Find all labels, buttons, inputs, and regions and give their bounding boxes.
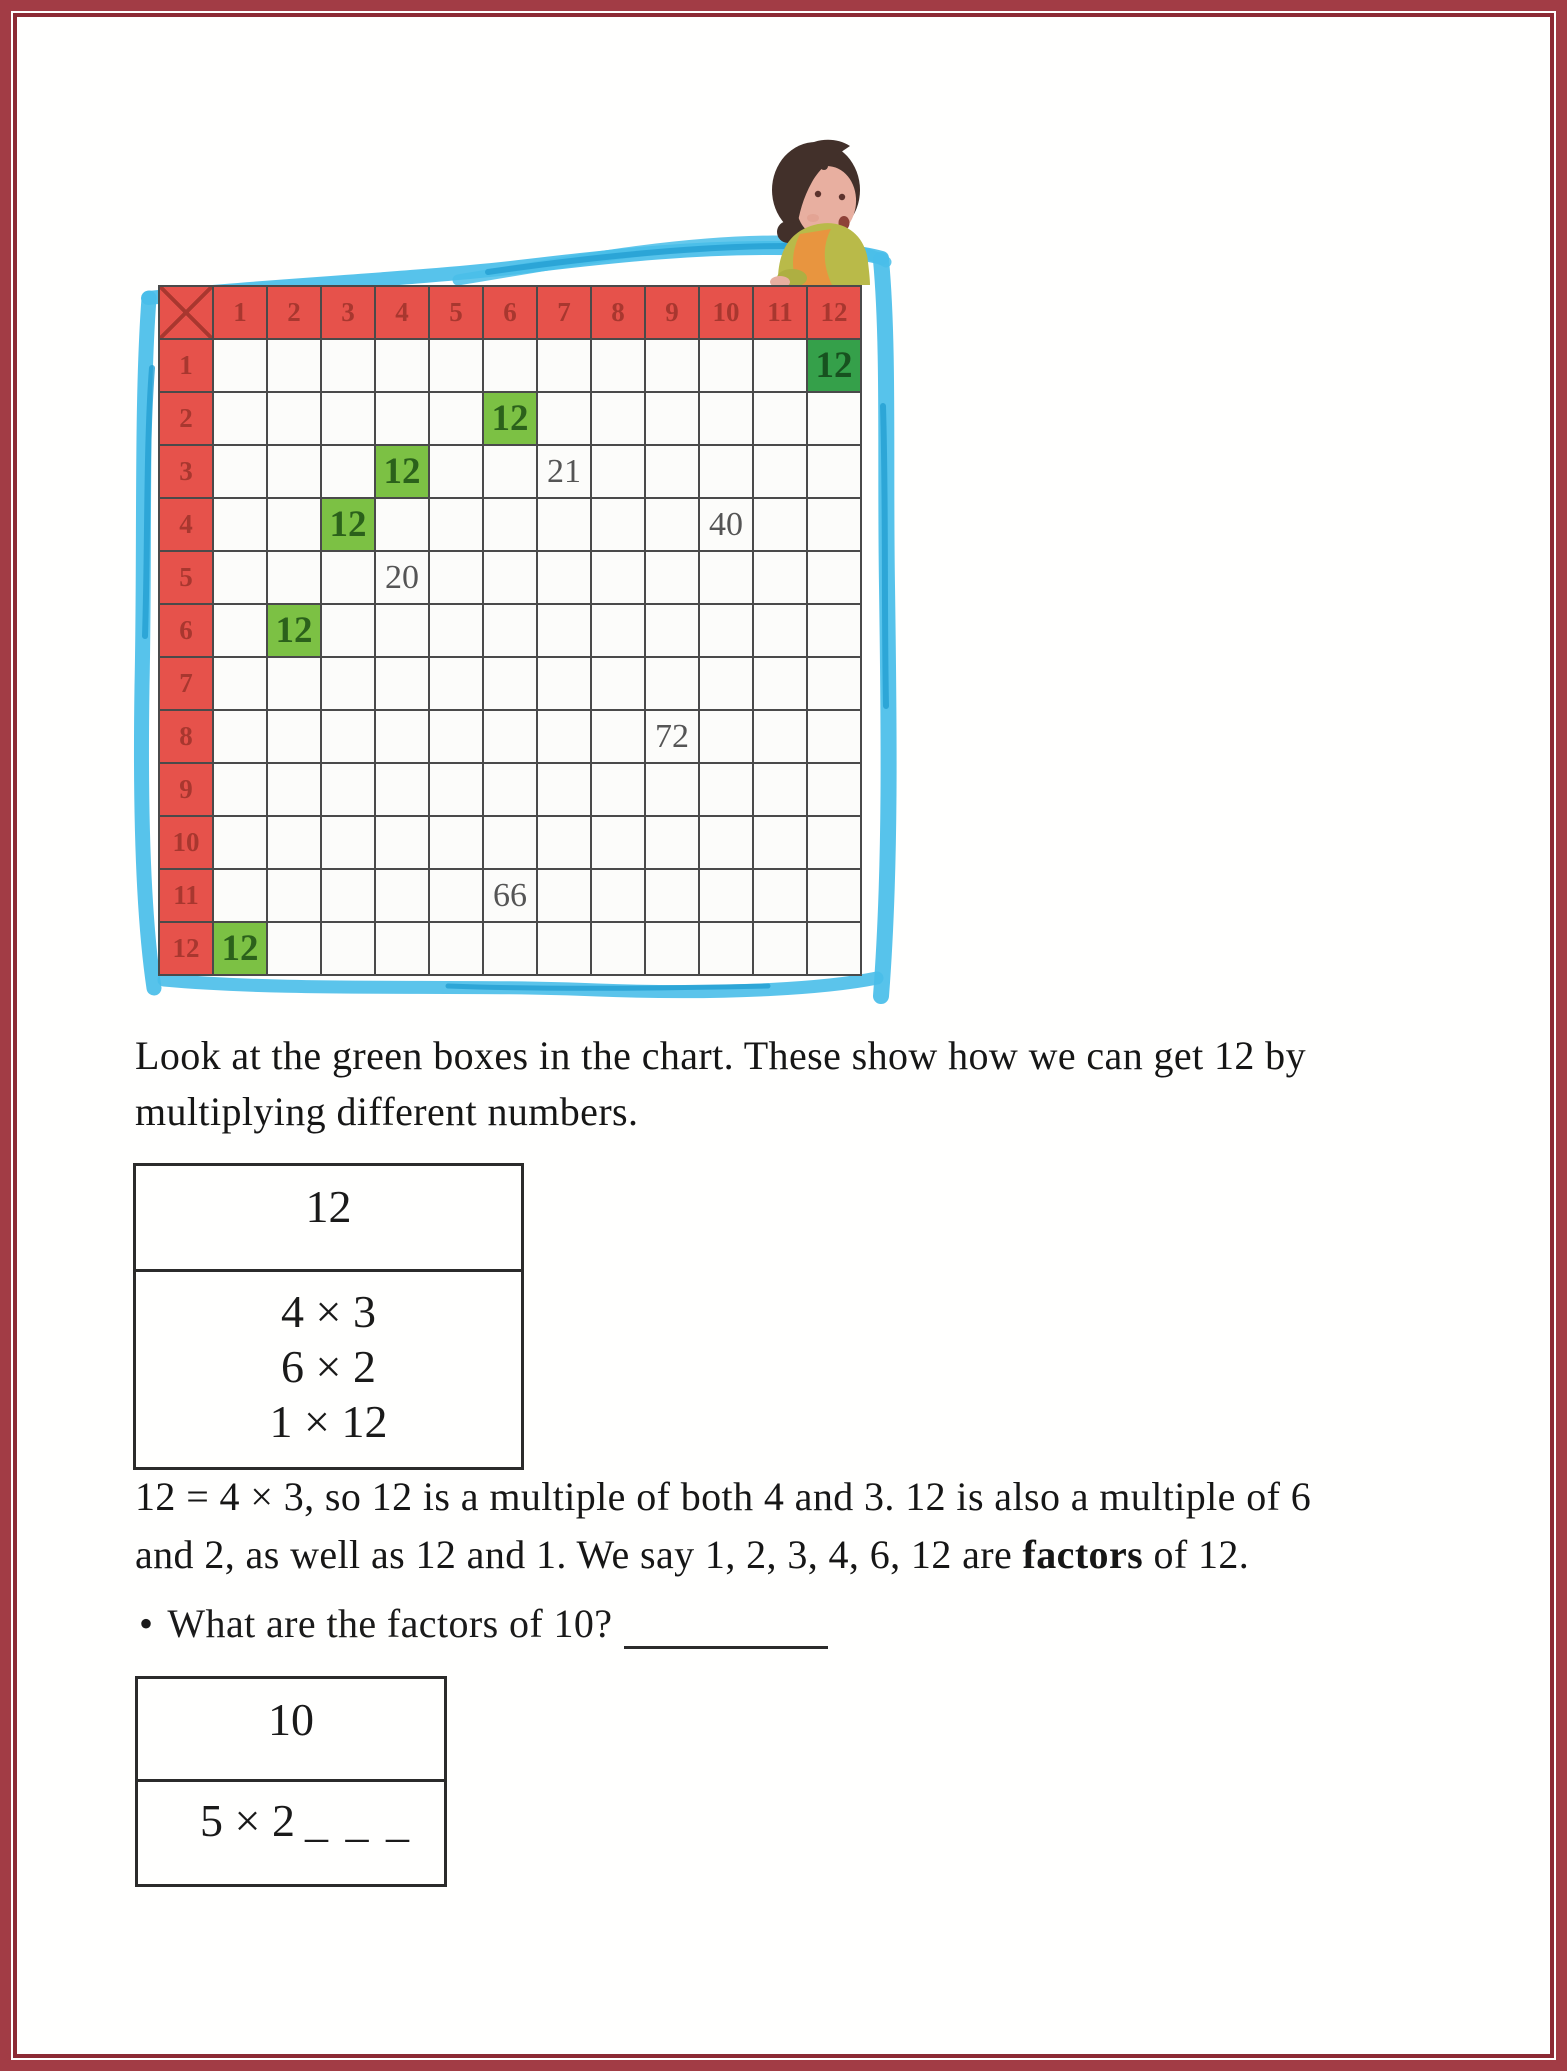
grid-row-header: 10 — [160, 817, 214, 870]
grid-empty-cell — [430, 552, 484, 605]
grid-empty-cell — [214, 340, 268, 393]
grid-empty-cell — [322, 817, 376, 870]
grid-empty-cell — [754, 340, 808, 393]
table-12-row: 6 × 2 — [281, 1341, 376, 1392]
grid-empty-cell — [430, 711, 484, 764]
grid-empty-cell — [808, 658, 862, 711]
factors-bold-word: factors — [1022, 1532, 1144, 1577]
grid-column-header: 12 — [808, 287, 862, 340]
intro-line-1: Look at the green boxes in the chart. These show how we can get 12 by — [135, 1033, 1306, 1078]
grid-empty-cell — [214, 658, 268, 711]
grid-empty-cell — [646, 393, 700, 446]
grid-empty-cell — [268, 340, 322, 393]
grid-empty-cell — [322, 923, 376, 976]
explanation-line-1: 12 = 4 × 3, so 12 is a multiple of both 4 and 3. 12 is also a multiple of 6 — [135, 1474, 1312, 1519]
grid-row-header: 2 — [160, 393, 214, 446]
factors-of-12-table — [133, 1163, 524, 1470]
grid-empty-cell — [592, 817, 646, 870]
grid-empty-cell — [592, 393, 646, 446]
grid-column-header: 11 — [754, 287, 808, 340]
grid-empty-cell — [754, 711, 808, 764]
grid-highlight-cell: 12 — [376, 446, 430, 499]
grid-empty-cell — [214, 552, 268, 605]
grid-empty-cell — [808, 711, 862, 764]
grid-empty-cell — [376, 605, 430, 658]
grid-empty-cell — [214, 393, 268, 446]
table-12-header: 12 — [136, 1166, 521, 1272]
grid-row-header: 3 — [160, 446, 214, 499]
grid-column-header: 1 — [214, 287, 268, 340]
grid-empty-cell — [754, 552, 808, 605]
grid-empty-cell — [484, 923, 538, 976]
grid-value-cell: 20 — [376, 552, 430, 605]
grid-empty-cell — [808, 923, 862, 976]
grid-empty-cell — [322, 764, 376, 817]
grid-empty-cell — [592, 923, 646, 976]
grid-empty-cell — [430, 764, 484, 817]
grid-empty-cell — [214, 605, 268, 658]
grid-empty-cell — [592, 446, 646, 499]
grid-corner-cell — [160, 287, 214, 340]
grid-empty-cell — [484, 658, 538, 711]
grid-empty-cell — [808, 499, 862, 552]
grid-empty-cell — [538, 340, 592, 393]
grid-value-cell: 21 — [538, 446, 592, 499]
grid-empty-cell — [430, 605, 484, 658]
grid-empty-cell — [646, 340, 700, 393]
grid-highlight-cell: 12 — [214, 923, 268, 976]
grid-highlight-cell: 12 — [484, 393, 538, 446]
grid-value-cell: 72 — [646, 711, 700, 764]
grid-empty-cell — [592, 340, 646, 393]
grid-empty-cell — [754, 446, 808, 499]
grid-empty-cell — [538, 711, 592, 764]
grid-empty-cell — [484, 499, 538, 552]
grid-empty-cell — [322, 446, 376, 499]
grid-empty-cell — [808, 552, 862, 605]
grid-row-header: 4 — [160, 499, 214, 552]
grid-empty-cell — [538, 552, 592, 605]
grid-empty-cell — [808, 605, 862, 658]
grid-empty-cell — [322, 605, 376, 658]
grid-empty-cell — [754, 499, 808, 552]
grid-empty-cell — [376, 393, 430, 446]
grid-empty-cell — [808, 393, 862, 446]
multiplication-grid — [158, 285, 862, 976]
grid-empty-cell — [538, 658, 592, 711]
grid-empty-cell — [754, 658, 808, 711]
grid-empty-cell — [592, 711, 646, 764]
grid-column-header: 6 — [484, 287, 538, 340]
grid-empty-cell — [754, 870, 808, 923]
grid-empty-cell — [754, 923, 808, 976]
table-10-body — [138, 1782, 444, 1884]
question-text: What are the factors of 10? — [167, 1601, 613, 1646]
grid-empty-cell — [322, 711, 376, 764]
grid-empty-cell — [430, 817, 484, 870]
grid-empty-cell — [268, 764, 322, 817]
grid-empty-cell — [592, 870, 646, 923]
grid-empty-cell — [484, 552, 538, 605]
grid-empty-cell — [754, 393, 808, 446]
child-illustration — [770, 140, 870, 288]
grid-empty-cell — [538, 764, 592, 817]
grid-empty-cell — [646, 446, 700, 499]
grid-row-header: 7 — [160, 658, 214, 711]
grid-empty-cell — [700, 817, 754, 870]
grid-value-cell: 40 — [700, 499, 754, 552]
grid-empty-cell — [268, 711, 322, 764]
grid-empty-cell — [538, 870, 592, 923]
grid-empty-cell — [376, 499, 430, 552]
grid-empty-cell — [646, 658, 700, 711]
grid-highlight-cell: 12 — [808, 340, 862, 393]
grid-empty-cell — [484, 605, 538, 658]
grid-empty-cell — [538, 605, 592, 658]
grid-empty-cell — [592, 658, 646, 711]
explanation-line-2-end: of 12. — [1143, 1532, 1250, 1577]
grid-column-header: 7 — [538, 287, 592, 340]
grid-empty-cell — [214, 764, 268, 817]
question-line — [139, 1600, 828, 1647]
grid-empty-cell — [538, 499, 592, 552]
grid-value-cell: 66 — [484, 870, 538, 923]
grid-empty-cell — [700, 870, 754, 923]
explanation-paragraph — [135, 1468, 1505, 1584]
answer-blank[interactable] — [624, 1612, 828, 1649]
grid-row-header: 1 — [160, 340, 214, 393]
grid-empty-cell — [754, 605, 808, 658]
grid-empty-cell — [646, 817, 700, 870]
grid-empty-cell — [214, 446, 268, 499]
grid-empty-cell — [538, 817, 592, 870]
intro-line-2: multiplying different numbers. — [135, 1089, 639, 1134]
grid-row-header: 5 — [160, 552, 214, 605]
grid-empty-cell — [646, 870, 700, 923]
grid-empty-cell — [430, 340, 484, 393]
table-12-row: 1 × 12 — [269, 1396, 388, 1447]
table-12-row: 4 × 3 — [281, 1286, 376, 1337]
grid-empty-cell — [592, 499, 646, 552]
grid-empty-cell — [268, 923, 322, 976]
grid-empty-cell — [700, 340, 754, 393]
grid-row-header: 12 — [160, 923, 214, 976]
grid-empty-cell — [322, 552, 376, 605]
grid-empty-cell — [376, 817, 430, 870]
grid-empty-cell — [376, 870, 430, 923]
table-10-expression: 5 × 2 — [200, 1795, 295, 1846]
grid-empty-cell — [646, 764, 700, 817]
grid-empty-cell — [646, 923, 700, 976]
grid-empty-cell — [646, 605, 700, 658]
grid-row-header: 6 — [160, 605, 214, 658]
grid-empty-cell — [268, 658, 322, 711]
grid-empty-cell — [592, 605, 646, 658]
grid-empty-cell — [430, 658, 484, 711]
grid-column-header: 2 — [268, 287, 322, 340]
grid-row-header: 9 — [160, 764, 214, 817]
grid-empty-cell — [700, 923, 754, 976]
grid-empty-cell — [430, 923, 484, 976]
explanation-line-2: and 2, as well as 12 and 1. We say 1, 2, 3, 4, 6, 12 are — [135, 1532, 1023, 1577]
grid-empty-cell — [214, 499, 268, 552]
multiplication-chart — [128, 106, 928, 1016]
grid-empty-cell — [808, 446, 862, 499]
grid-empty-cell — [700, 711, 754, 764]
grid-empty-cell — [700, 446, 754, 499]
grid-empty-cell — [376, 923, 430, 976]
grid-empty-cell — [268, 817, 322, 870]
grid-empty-cell — [322, 393, 376, 446]
grid-empty-cell — [808, 817, 862, 870]
grid-empty-cell — [322, 870, 376, 923]
grid-empty-cell — [538, 923, 592, 976]
grid-empty-cell — [592, 764, 646, 817]
grid-empty-cell — [700, 552, 754, 605]
grid-empty-cell — [754, 764, 808, 817]
grid-highlight-cell: 12 — [322, 499, 376, 552]
fill-in-blanks[interactable]: _ _ _ — [304, 1795, 412, 1846]
grid-empty-cell — [268, 393, 322, 446]
grid-empty-cell — [430, 393, 484, 446]
table-10-header: 10 — [138, 1679, 444, 1782]
table-12-body — [136, 1272, 521, 1467]
grid-empty-cell — [484, 446, 538, 499]
intro-paragraph — [135, 1028, 1465, 1140]
grid-column-header: 8 — [592, 287, 646, 340]
grid-empty-cell — [214, 711, 268, 764]
grid-empty-cell — [808, 764, 862, 817]
grid-empty-cell — [214, 817, 268, 870]
grid-empty-cell — [268, 870, 322, 923]
grid-empty-cell — [484, 340, 538, 393]
grid-empty-cell — [376, 711, 430, 764]
grid-empty-cell — [376, 340, 430, 393]
grid-highlight-cell: 12 — [268, 605, 322, 658]
grid-empty-cell — [376, 764, 430, 817]
grid-empty-cell — [700, 658, 754, 711]
grid-empty-cell — [214, 870, 268, 923]
grid-empty-cell — [646, 552, 700, 605]
grid-empty-cell — [592, 552, 646, 605]
grid-row-header: 11 — [160, 870, 214, 923]
grid-empty-cell — [646, 499, 700, 552]
grid-empty-cell — [700, 764, 754, 817]
grid-empty-cell — [484, 711, 538, 764]
grid-column-header: 9 — [646, 287, 700, 340]
grid-empty-cell — [700, 393, 754, 446]
bullet-icon: • — [139, 1601, 154, 1646]
grid-empty-cell — [700, 605, 754, 658]
grid-empty-cell — [322, 340, 376, 393]
grid-empty-cell — [808, 870, 862, 923]
grid-empty-cell — [268, 499, 322, 552]
grid-column-header: 5 — [430, 287, 484, 340]
grid-empty-cell — [538, 393, 592, 446]
grid-empty-cell — [430, 446, 484, 499]
grid-empty-cell — [268, 552, 322, 605]
grid-row-header: 8 — [160, 711, 214, 764]
grid-empty-cell — [376, 658, 430, 711]
factors-of-10-table — [135, 1676, 447, 1887]
grid-empty-cell — [322, 658, 376, 711]
grid-column-header: 4 — [376, 287, 430, 340]
grid-column-header: 10 — [700, 287, 754, 340]
grid-empty-cell — [754, 817, 808, 870]
grid-empty-cell — [268, 446, 322, 499]
grid-empty-cell — [484, 764, 538, 817]
grid-empty-cell — [430, 870, 484, 923]
grid-column-header: 3 — [322, 287, 376, 340]
grid-empty-cell — [484, 817, 538, 870]
grid-empty-cell — [430, 499, 484, 552]
